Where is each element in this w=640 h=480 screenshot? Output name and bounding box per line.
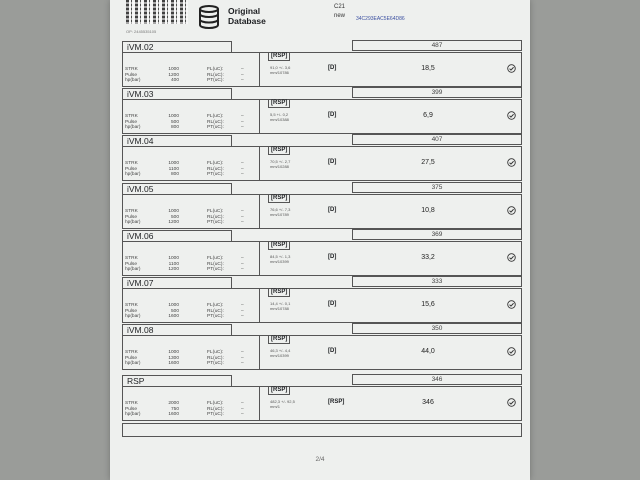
rsp-details <box>270 113 289 122</box>
strk-label: STRK <box>125 303 138 308</box>
page-number: 2/4 <box>315 456 325 463</box>
top-value: 407 <box>431 136 443 143</box>
rsp-detail-2: mm/1 <box>270 403 280 409</box>
pt-value: – <box>241 412 244 417</box>
rsp-detail-1: 91,0 +/- 3,6 <box>270 65 291 70</box>
rsp-label: [RSP] <box>268 335 290 344</box>
rsp-detail-2: mm/10288 <box>270 163 289 169</box>
measurement-section <box>122 88 522 136</box>
strk-value: 1000 <box>168 256 179 261</box>
strk-value: 1000 <box>168 67 179 72</box>
section-box <box>122 335 522 370</box>
result-tag: [RSP] <box>328 399 345 405</box>
hp-value: 1200 <box>168 267 179 272</box>
result-tag: [D] <box>328 159 337 165</box>
measurement-section <box>122 375 522 423</box>
rsp-detail-2: mm/10399 <box>270 352 289 358</box>
pt-label: PT(uC): <box>207 220 224 225</box>
pulse-label: Pulse <box>125 214 137 220</box>
section-box <box>122 194 522 229</box>
param-values <box>155 209 179 226</box>
rsp-box <box>259 386 354 421</box>
fl-label: FL(uC): <box>207 209 224 214</box>
result-tag: [D] <box>328 65 337 71</box>
strk-label: STRK <box>125 350 138 355</box>
strk-label: STRK <box>125 256 138 261</box>
rl-value: – <box>241 166 244 172</box>
main-value: 27,5 <box>421 159 435 166</box>
pulse-label: Pulse <box>125 355 137 361</box>
main-value: 33,2 <box>421 254 435 261</box>
rsp-label: [RSP] <box>268 194 290 203</box>
section-title: iVM.05 <box>122 183 232 194</box>
hp-value: 400 <box>170 78 179 83</box>
measurement-section <box>122 135 522 183</box>
qr-code <box>126 0 188 24</box>
param-values <box>155 350 179 367</box>
section-box <box>122 288 522 323</box>
rl-label: RL(uC): <box>207 166 224 172</box>
rsp-box <box>259 335 354 370</box>
rl-value: – <box>241 72 244 78</box>
rsp-box <box>259 99 354 134</box>
strk-value: 1000 <box>168 161 179 166</box>
hp-label: hp(bar) <box>125 172 141 177</box>
fl-value: – <box>241 303 244 308</box>
check-circle-icon <box>507 347 516 356</box>
main-value: 10,8 <box>421 207 435 214</box>
main-value: 346 <box>422 399 434 406</box>
pulse-label: Pulse <box>125 72 137 78</box>
fl-value: – <box>241 209 244 214</box>
pulse-value: 500 <box>170 214 179 220</box>
measurement-section <box>122 183 522 231</box>
rl-value: – <box>241 119 244 125</box>
strk-label: STRK <box>125 209 138 214</box>
rsp-detail-2: mm/10388 <box>270 116 289 122</box>
measurement-section <box>122 324 522 372</box>
fl-value: – <box>241 350 244 355</box>
param-values <box>155 256 179 273</box>
rl-label: RL(uC): <box>207 119 224 125</box>
fl-value: – <box>241 256 244 261</box>
hp-label: hp(bar) <box>125 267 141 272</box>
hp-value: 1600 <box>168 314 179 319</box>
rsp-details <box>270 255 290 264</box>
rsp-details <box>270 400 295 409</box>
pulse-label: Pulse <box>125 166 137 172</box>
document-title <box>228 6 266 26</box>
flow-values <box>241 350 244 367</box>
rsp-box <box>259 241 354 276</box>
flow-labels <box>207 209 237 226</box>
rsp-label: [RSP] <box>268 241 290 250</box>
pt-label: PT(uC): <box>207 172 224 177</box>
main-value: 6,9 <box>423 112 433 119</box>
check-circle-icon <box>507 398 516 407</box>
flow-labels <box>207 114 237 131</box>
fl-label: FL(uC): <box>207 256 224 261</box>
pt-label: PT(uC): <box>207 314 224 319</box>
rsp-detail-1: 84,5 +/- 1,3 <box>270 254 291 259</box>
result-tag: [D] <box>328 112 337 118</box>
top-value: 487 <box>431 42 443 49</box>
pt-label: PT(uC): <box>207 125 224 130</box>
fl-value: – <box>241 67 244 72</box>
main-value: 44,0 <box>421 348 435 355</box>
section-title: RSP <box>122 375 232 386</box>
fl-value: – <box>241 401 244 406</box>
fl-value: – <box>241 161 244 166</box>
section-title: iVM.02 <box>122 41 232 52</box>
hp-value: 1200 <box>168 220 179 225</box>
flow-values <box>241 67 244 84</box>
serial-number: 34C293EAC5E64D86 <box>356 16 405 22</box>
flow-labels <box>207 67 237 84</box>
rsp-details <box>270 208 290 217</box>
pulse-value: 750 <box>170 406 179 412</box>
flow-values <box>241 114 244 131</box>
pt-value: – <box>241 125 244 130</box>
rsp-detail-1: 76,6 +/- 7,3 <box>270 207 291 212</box>
pulse-label: Pulse <box>125 119 137 125</box>
check-circle-icon <box>507 253 516 262</box>
rsp-label: [RSP] <box>268 52 290 61</box>
pulse-label: Pulse <box>125 406 137 412</box>
header-code-2: new <box>334 13 346 19</box>
result-tag: [D] <box>328 207 337 213</box>
pulse-value: 1100 <box>168 166 179 172</box>
strk-label: STRK <box>125 67 138 72</box>
hp-label: hp(bar) <box>125 220 141 225</box>
pulse-value: 1100 <box>168 261 179 267</box>
rsp-details <box>270 66 290 75</box>
param-values <box>155 114 179 131</box>
rl-label: RL(uC): <box>207 406 224 412</box>
pulse-value: 1300 <box>168 355 179 361</box>
fl-label: FL(uC): <box>207 114 224 119</box>
flow-labels <box>207 161 237 178</box>
rl-label: RL(uC): <box>207 72 224 78</box>
flow-values <box>241 161 244 178</box>
top-value: 399 <box>431 89 443 96</box>
rsp-detail-1: 70,5 +/- 2,7 <box>270 159 291 164</box>
pt-label: PT(uC): <box>207 361 224 366</box>
flow-labels <box>207 256 237 273</box>
rsp-box <box>259 288 354 323</box>
param-values <box>155 401 179 418</box>
strk-value: 1000 <box>168 209 179 214</box>
flow-values <box>241 209 244 226</box>
fl-label: FL(uC): <box>207 303 224 308</box>
pt-label: PT(uC): <box>207 267 224 272</box>
pulse-label: Pulse <box>125 308 137 314</box>
fl-label: FL(uC): <box>207 350 224 355</box>
top-value: 375 <box>431 184 443 191</box>
strk-value: 2000 <box>168 401 179 406</box>
hp-value: 1600 <box>168 361 179 366</box>
hp-label: hp(bar) <box>125 314 141 319</box>
strk-label: STRK <box>125 401 138 406</box>
title-line-2: Database <box>228 16 266 26</box>
hp-label: hp(bar) <box>125 361 141 366</box>
rsp-details <box>270 349 290 358</box>
strk-label: STRK <box>125 161 138 166</box>
result-tag: [D] <box>328 254 337 260</box>
section-box <box>122 52 522 87</box>
document-page <box>110 0 530 480</box>
measurement-section <box>122 277 522 325</box>
rsp-label: [RSP] <box>268 99 290 108</box>
fl-label: FL(uC): <box>207 401 224 406</box>
rl-label: RL(uC): <box>207 355 224 361</box>
top-value: 333 <box>431 278 443 285</box>
param-values <box>155 67 179 84</box>
rsp-detail-1: 482,3 +/- 92,5 <box>270 399 295 404</box>
rl-value: – <box>241 308 244 314</box>
hp-label: hp(bar) <box>125 412 141 417</box>
pt-value: – <box>241 314 244 319</box>
check-circle-icon <box>507 300 516 309</box>
rsp-box <box>259 52 354 87</box>
param-values <box>155 303 179 320</box>
section-title: iVM.07 <box>122 277 232 288</box>
flow-values <box>241 401 244 418</box>
rl-label: RL(uC): <box>207 214 224 220</box>
pt-value: – <box>241 220 244 225</box>
pt-value: – <box>241 172 244 177</box>
fl-value: – <box>241 114 244 119</box>
flow-labels <box>207 401 237 418</box>
empty-row <box>122 423 522 437</box>
section-box <box>122 241 522 276</box>
section-title: iVM.08 <box>122 324 232 335</box>
pulse-value: 1200 <box>168 72 179 78</box>
section-box <box>122 99 522 134</box>
rsp-detail-2: mm/10788 <box>270 305 289 311</box>
flow-values <box>241 303 244 320</box>
pt-label: PT(uC): <box>207 412 224 417</box>
section-title: iVM.06 <box>122 230 232 241</box>
title-line-1: Original <box>228 6 261 16</box>
hp-value: 1600 <box>168 412 179 417</box>
order-id: OP: 2445535105 <box>126 29 157 34</box>
top-value: 369 <box>431 231 443 238</box>
check-circle-icon <box>507 111 516 120</box>
rl-value: – <box>241 261 244 267</box>
header-code <box>334 3 345 21</box>
section-box <box>122 146 522 181</box>
pulse-value: 500 <box>170 308 179 314</box>
flow-labels <box>207 303 237 320</box>
pt-value: – <box>241 267 244 272</box>
check-circle-icon <box>507 64 516 73</box>
rsp-label: [RSP] <box>268 288 290 297</box>
section-title: iVM.04 <box>122 135 232 146</box>
pt-value: – <box>241 78 244 83</box>
rsp-detail-1: 5,5 +/- 0,2 <box>270 112 289 117</box>
rsp-label: [RSP] <box>268 386 290 395</box>
hp-label: hp(bar) <box>125 78 141 83</box>
rsp-details <box>270 160 290 169</box>
rl-value: – <box>241 214 244 220</box>
strk-label: STRK <box>125 114 138 119</box>
rsp-box <box>259 146 354 181</box>
rsp-detail-1: 14,4 +/- 0,1 <box>270 301 291 306</box>
result-tag: [D] <box>328 348 337 354</box>
top-value: 350 <box>431 325 443 332</box>
rsp-label: [RSP] <box>268 146 290 155</box>
main-value: 18,5 <box>421 65 435 72</box>
header-code-1: C21 <box>334 4 346 10</box>
rsp-detail-2: mm/10399 <box>270 258 289 264</box>
fl-label: FL(uC): <box>207 67 224 72</box>
rl-label: RL(uC): <box>207 308 224 314</box>
rsp-detail-1: 46,3 +/- 4,4 <box>270 348 291 353</box>
flow-labels <box>207 350 237 367</box>
main-value: 15,6 <box>421 301 435 308</box>
pt-label: PT(uC): <box>207 78 224 83</box>
database-icon <box>198 5 220 29</box>
top-value: 346 <box>431 376 443 383</box>
rsp-detail-2: mm/10789 <box>270 211 289 217</box>
pulse-value: 500 <box>170 119 179 125</box>
pt-value: – <box>241 361 244 366</box>
hp-value: 800 <box>170 125 179 130</box>
fl-label: FL(uC): <box>207 161 224 166</box>
strk-value: 1000 <box>168 350 179 355</box>
section-box <box>122 386 522 421</box>
rsp-detail-2: mm/10786 <box>270 69 289 75</box>
flow-values <box>241 256 244 273</box>
result-tag: [D] <box>328 301 337 307</box>
rsp-box <box>259 194 354 229</box>
hp-value: 800 <box>170 172 179 177</box>
section-title: iVM.03 <box>122 88 232 99</box>
rl-value: – <box>241 406 244 412</box>
measurement-section <box>122 230 522 278</box>
hp-label: hp(bar) <box>125 125 141 130</box>
rl-value: – <box>241 355 244 361</box>
check-circle-icon <box>507 158 516 167</box>
pulse-label: Pulse <box>125 261 137 267</box>
rl-label: RL(uC): <box>207 261 224 267</box>
strk-value: 1000 <box>168 303 179 308</box>
measurement-section <box>122 41 522 89</box>
param-values <box>155 161 179 178</box>
check-circle-icon <box>507 206 516 215</box>
rsp-details <box>270 302 290 311</box>
strk-value: 1000 <box>168 114 179 119</box>
